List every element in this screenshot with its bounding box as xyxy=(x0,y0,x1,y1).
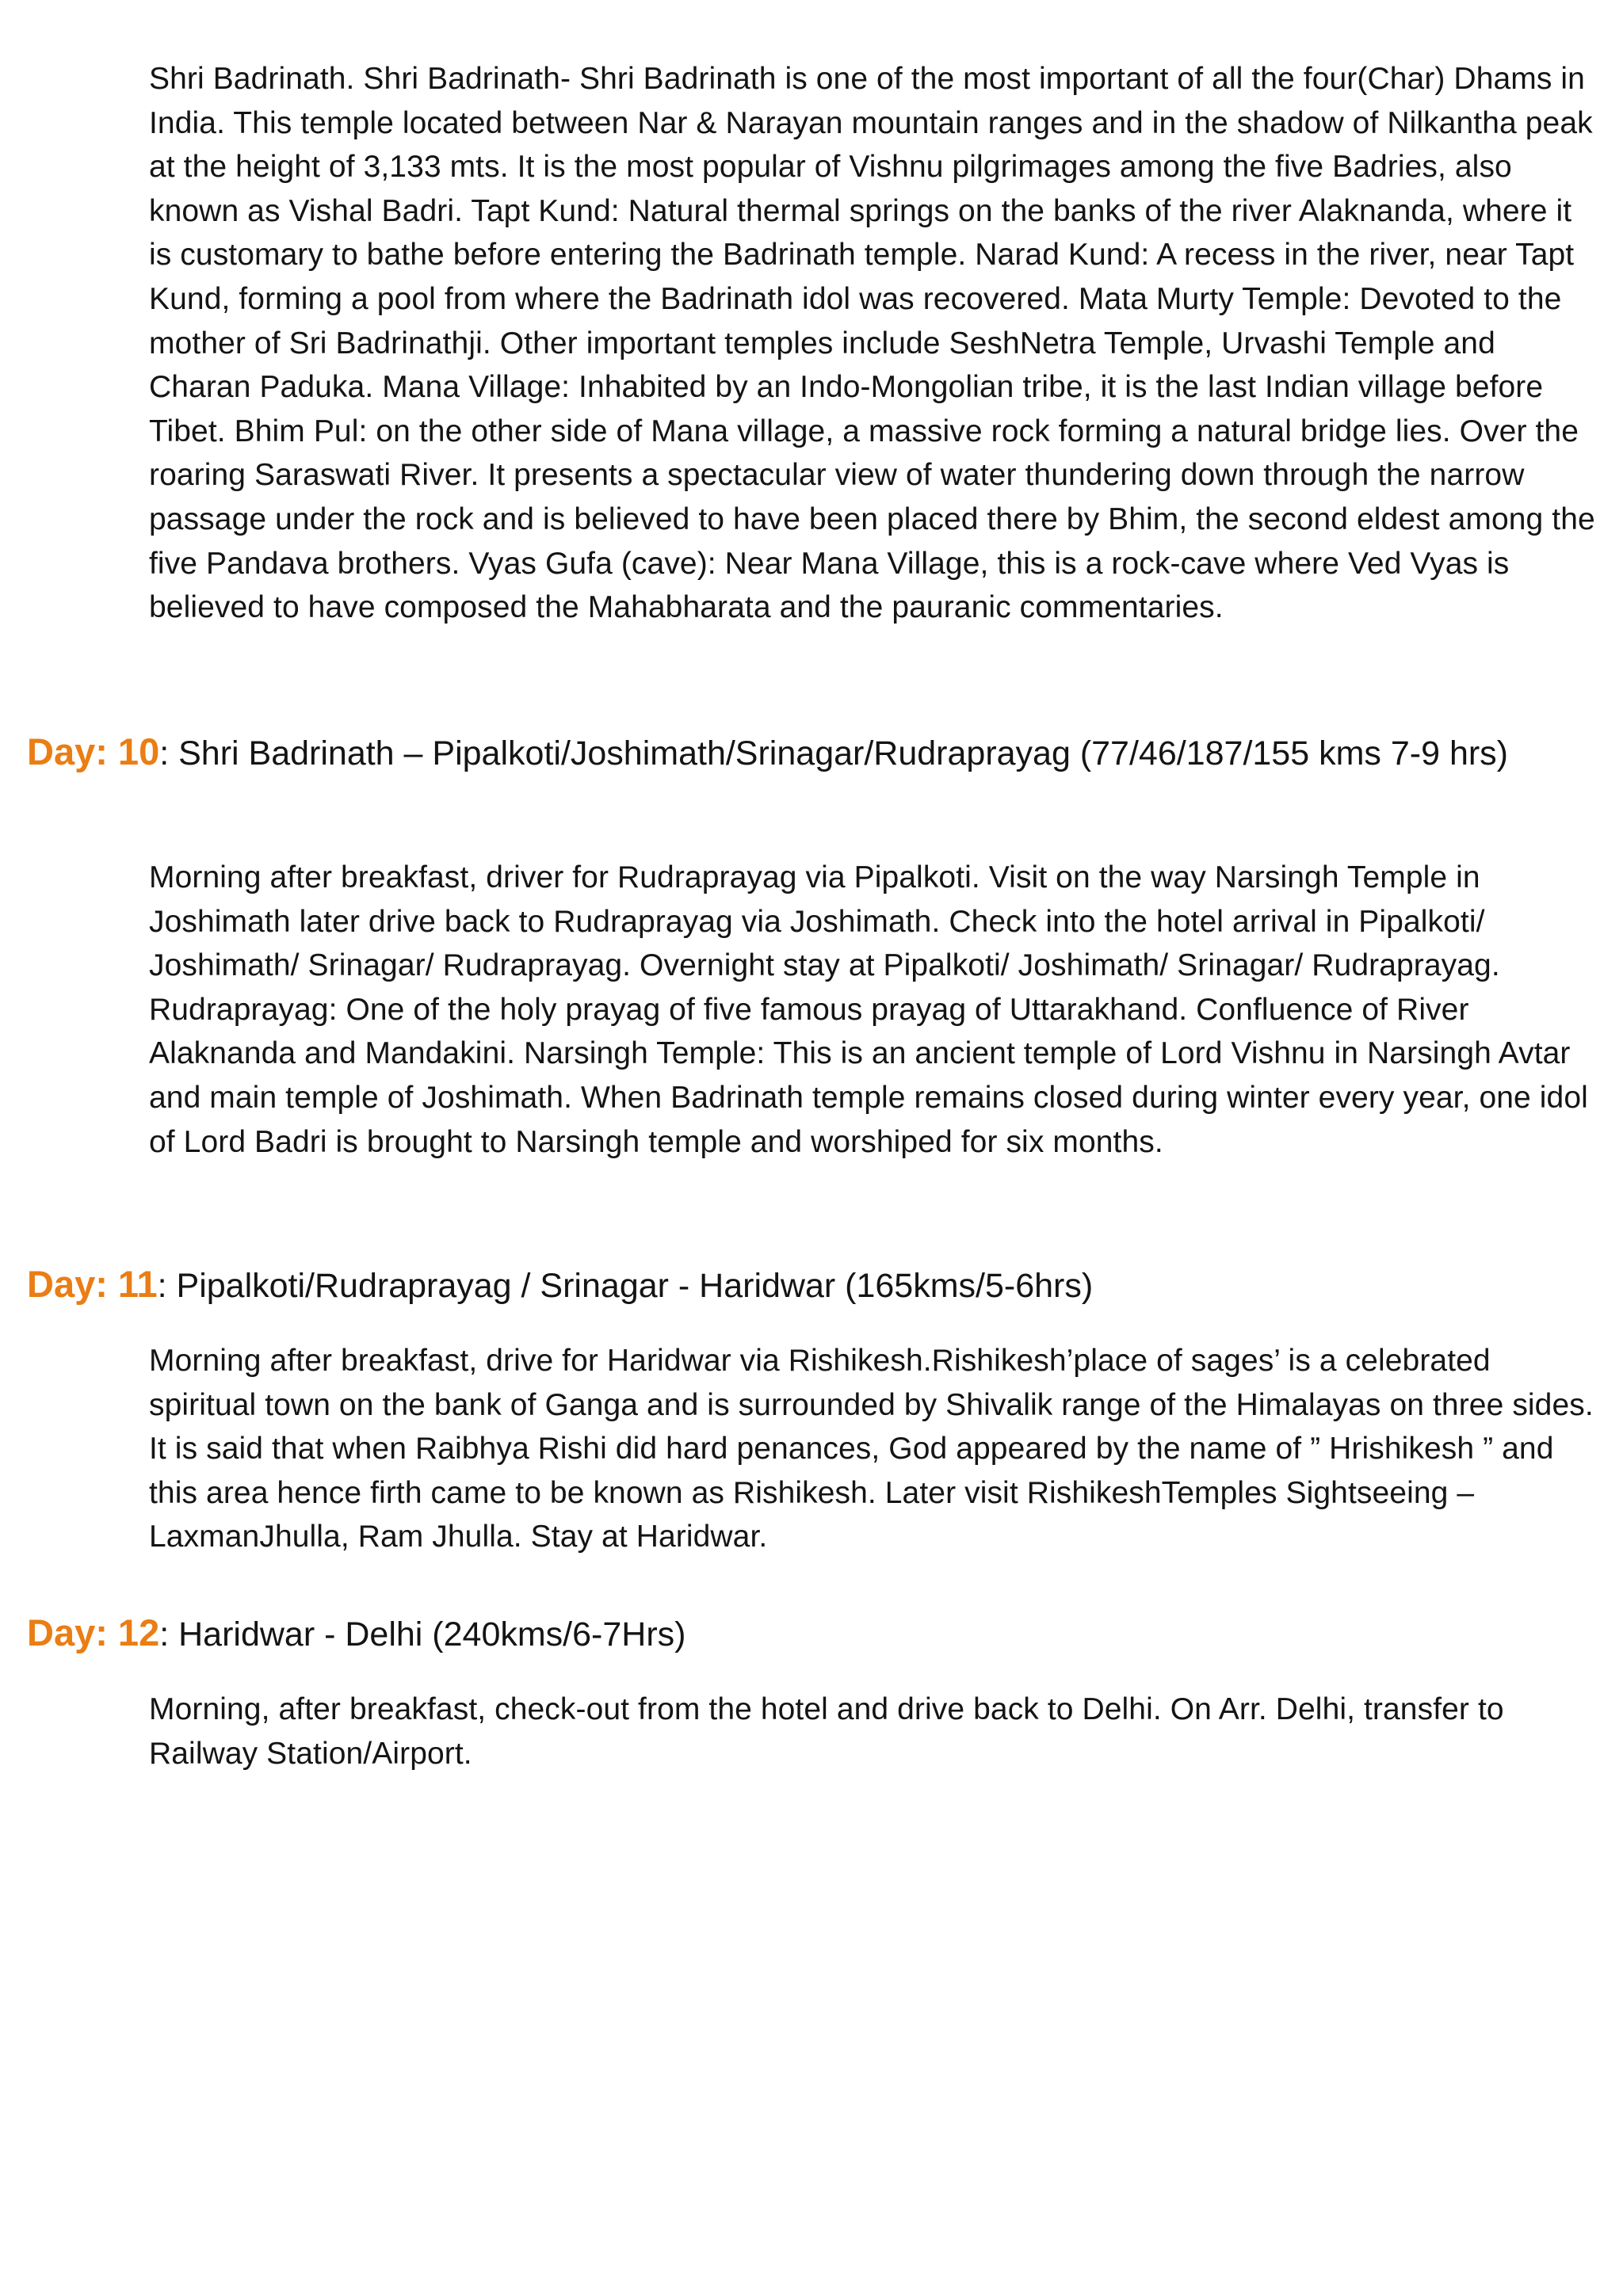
intro-paragraph: Shri Badrinath. Shri Badrinath- Shri Badrinath is one of the most important of all the four(Char) Dhams in India. This temple located between Nar & Narayan mountain ranges and in the shadow of Nilkantha peak at the height of 3,133 mts. It is the most popular of Vishnu pilgrimages among the five Badries, also known as Vishal Badri. Tapt Kund: Natural thermal springs on the banks of the river Alaknanda, where it is customary to bathe before entering the Badrinath temple. Narad Kund: A recess in the river, near Tapt Kund, forming a pool from where the Badrinath idol was recovered. Mata Murty Temple: Devoted to the mother of Sri Badrinathji. Other important temples include SeshNetra Temple, Urvashi Temple and Charan Paduka. Mana Village: Inhabited by an Indo-Mongolian tribe, it is the last Indian village before Tibet. Bhim Pul: on the other side of Mana village, a massive rock forming a natural bridge lies. Over the roaring Saraswati River. It presents a spectacular view of water thundering down through the narrow passage under the rock and is believed to have been placed there by Bhim, the second eldest among the five Pandava brothers. Vyas Gufa (cave): Near Mana Village, this is a rock-cave where Ved Vyas is believed to have composed the Mahabharata and the pauranic commentaries. xyxy=(149,62,1595,625)
day-12-body: Morning, after breakfast, check-out from the hotel and drive back to Delhi. On Arr. Delhi, transfer to Railway Station/Airport. xyxy=(149,1692,1504,1771)
day-10-body: Morning after breakfast, driver for Rudraprayag via Pipalkoti. Visit on the way Narsingh Temple in Joshimath later drive back to Rudraprayag via Joshimath. Check into the hotel arrival in Pipalkoti/ Joshimath/ Srinagar/ Rudraprayag. Overnight stay at Pipalkoti/ Joshimath/ Srinagar/ Rudraprayag. Rudraprayag: One of the holy prayag of five famous prayag of Uttarakhand. Confluence of River Alaknanda and Mandakini. Narsingh Temple: This is an ancient temple of Lord Vishnu in Narsingh Avtar and main temple of Joshimath. When Badrinath temple remains closed during winter every year, one idol of Lord Badri is brought to Narsingh temple and worshiped for six months. xyxy=(149,860,1588,1159)
day-11-body: Morning after breakfast, drive for Haridwar via Rishikesh.Rishikesh’place of sages’ is a celebrated spiritual town on the bank of Ganga and is surrounded by Shivalik range of the Himalayas on three sides. It is said that when Raibhya Rishi did hard penances, God appeared by the name of ” Hrishikesh ” and this area hence firth came to be known as Rishikesh. Later visit RishikeshTemples Sightseeing – LaxmanJhulla, Ram Jhulla. Stay at Haridwar. xyxy=(149,1344,1594,1554)
day-12-heading xyxy=(27,1608,1604,1659)
day-10-title: : Shri Badrinath – Pipalkoti/Joshimath/Srinagar/Rudraprayag (77/46/187/155 kms 7-9 hrs) xyxy=(159,734,1508,772)
day-11-heading xyxy=(27,1260,1604,1310)
day-10-label: Day: 10 xyxy=(27,730,160,772)
day-12-label: Day: 12 xyxy=(27,1611,160,1653)
day-11-title: : Pipalkoti/Rudraprayag / Srinagar - Haridwar (165kms/5-6hrs) xyxy=(157,1267,1094,1305)
day-12-title: : Haridwar - Delhi (240kms/6-7Hrs) xyxy=(159,1615,686,1653)
day-10-heading xyxy=(27,727,1604,778)
day-11-label: Day: 11 xyxy=(27,1263,158,1305)
